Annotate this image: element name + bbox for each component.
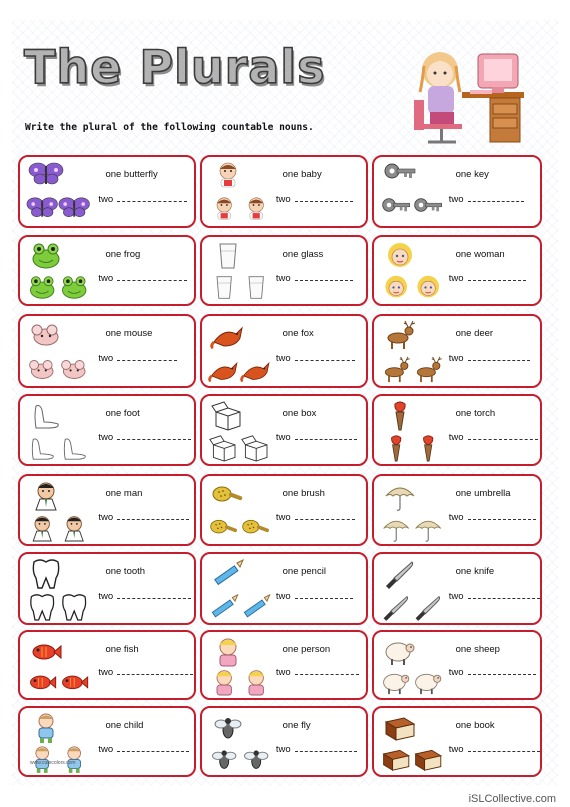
noun-card-mouse — [18, 314, 196, 388]
singular-label: one butterfly — [105, 169, 158, 180]
answer-blank[interactable] — [295, 513, 355, 520]
site-logo: iSLCollective.com — [468, 793, 556, 805]
man-icon — [28, 480, 64, 517]
deer-icon — [382, 320, 418, 357]
answer-blank[interactable] — [117, 745, 189, 752]
fish-pair-icon — [26, 668, 94, 703]
plural-answer-line[interactable] — [98, 432, 191, 443]
singular-label: one pencil — [282, 566, 326, 577]
answer-blank[interactable] — [295, 745, 357, 752]
answer-blank[interactable] — [295, 195, 353, 202]
knife-pair-icon — [380, 593, 448, 628]
two-label: two — [98, 590, 114, 602]
torch-icon — [382, 400, 418, 437]
glass-pair-icon — [208, 274, 276, 309]
two-label: two — [98, 667, 114, 678]
plural-answer-line[interactable] — [276, 744, 357, 755]
answer-blank[interactable] — [117, 274, 187, 281]
noun-card-fish — [18, 630, 196, 700]
plural-answer-line[interactable] — [449, 667, 536, 678]
answer-blank[interactable] — [295, 668, 359, 675]
plural-answer-line[interactable] — [98, 591, 191, 602]
answer-blank[interactable] — [468, 433, 538, 440]
singular-label: one person — [282, 644, 331, 655]
noun-card-butterfly — [18, 155, 196, 228]
umbrella-pair-icon — [380, 514, 448, 549]
plural-answer-line[interactable] — [449, 512, 536, 523]
two-label: two — [448, 353, 464, 364]
two-label: two — [448, 272, 464, 284]
answer-blank[interactable] — [295, 354, 355, 361]
singular-label: one fly — [282, 720, 311, 731]
singular-label: one box — [282, 408, 317, 419]
singular-label: one fox — [282, 328, 314, 339]
tooth-icon — [28, 558, 64, 595]
answer-blank[interactable] — [295, 592, 353, 599]
singular-label: one child — [105, 720, 144, 731]
two-label: two — [448, 193, 464, 205]
plural-answer-line[interactable] — [276, 432, 357, 443]
two-label: two — [275, 743, 291, 755]
two-label: two — [448, 743, 464, 755]
answer-blank[interactable] — [468, 745, 540, 752]
noun-card-pencil — [200, 552, 368, 625]
deer-pair-icon — [380, 356, 448, 391]
answer-blank[interactable] — [468, 274, 526, 281]
mouse-pair-icon — [26, 356, 94, 391]
mouse-icon — [28, 320, 64, 357]
singular-label: one glass — [282, 249, 324, 260]
noun-card-sheep — [372, 630, 542, 700]
noun-card-woman — [372, 235, 542, 306]
answer-blank[interactable] — [468, 668, 536, 675]
noun-card-tooth — [18, 552, 196, 625]
box-pair-icon — [208, 434, 276, 469]
singular-label: one umbrella — [455, 488, 511, 499]
answer-blank[interactable] — [468, 354, 530, 361]
noun-card-knife — [372, 552, 542, 625]
key-pair-icon — [380, 196, 448, 231]
box-icon — [210, 400, 246, 437]
singular-label: one book — [455, 720, 495, 731]
plural-answer-line[interactable] — [276, 194, 353, 205]
two-label: two — [98, 353, 114, 364]
two-label: two — [275, 272, 291, 284]
plural-answer-line[interactable] — [98, 744, 189, 755]
answer-blank[interactable] — [117, 433, 191, 440]
foot-pair-icon — [26, 434, 94, 469]
noun-card-key — [372, 155, 542, 228]
two-label: two — [275, 432, 291, 443]
man-pair-icon — [26, 514, 94, 549]
plural-answer-line[interactable] — [276, 512, 355, 523]
singular-label: one woman — [455, 249, 505, 260]
two-label: two — [448, 432, 464, 443]
two-label: two — [98, 512, 114, 523]
plural-answer-line[interactable] — [98, 194, 187, 205]
fox-pair-icon — [208, 356, 276, 391]
answer-blank[interactable] — [295, 274, 353, 281]
singular-label: one foot — [105, 408, 140, 419]
pencil-pair-icon — [208, 593, 276, 628]
two-label: two — [98, 272, 114, 284]
butterfly-pair-icon — [26, 196, 94, 231]
frog-icon — [28, 241, 64, 278]
plural-answer-line[interactable] — [276, 353, 355, 364]
plural-answer-line[interactable] — [98, 667, 193, 678]
fly-icon — [210, 712, 246, 749]
plural-answer-line[interactable] — [449, 194, 524, 205]
fox-icon — [210, 320, 246, 357]
plural-answer-line[interactable] — [98, 353, 177, 364]
singular-label: one tooth — [105, 566, 146, 577]
fly-pair-icon — [208, 745, 276, 780]
plural-answer-line[interactable] — [276, 591, 353, 602]
noun-card-foot — [18, 394, 196, 466]
singular-label: one fish — [105, 644, 139, 655]
butterfly-icon — [28, 161, 64, 198]
answer-blank[interactable] — [117, 354, 177, 361]
answer-blank[interactable] — [117, 195, 187, 202]
noun-card-umbrella — [372, 474, 542, 546]
noun-card-frog — [18, 235, 196, 306]
woman-pair-icon — [380, 274, 448, 309]
two-label: two — [275, 193, 291, 205]
singular-label: one sheep — [455, 644, 500, 655]
two-label: two — [275, 353, 291, 364]
noun-card-fly — [200, 706, 368, 777]
page-title: The Plurals — [24, 40, 326, 94]
two-label: two — [98, 193, 114, 205]
noun-card-deer — [372, 314, 542, 388]
book-icon — [382, 712, 418, 749]
singular-label: one man — [105, 488, 143, 499]
pencil-icon — [210, 558, 246, 595]
noun-card-person — [200, 630, 368, 700]
glass-icon — [210, 241, 246, 278]
two-label: two — [275, 667, 291, 678]
noun-card-book — [372, 706, 542, 777]
two-label: two — [448, 590, 464, 602]
noun-card-brush — [200, 474, 368, 546]
answer-blank[interactable] — [468, 592, 540, 599]
singular-label: one torch — [455, 408, 496, 419]
umbrella-icon — [382, 480, 418, 517]
torch-pair-icon — [380, 434, 448, 469]
illustration-credit: www.cutecolors.com — [30, 760, 76, 766]
frog-pair-icon — [26, 274, 94, 309]
foot-icon — [28, 400, 64, 437]
answer-blank[interactable] — [117, 513, 189, 520]
two-label: two — [275, 512, 291, 523]
noun-card-child — [18, 706, 196, 777]
plural-answer-line[interactable] — [449, 432, 538, 443]
singular-label: one mouse — [105, 328, 153, 339]
singular-label: one baby — [282, 169, 322, 180]
answer-blank[interactable] — [468, 195, 524, 202]
child-icon — [28, 712, 64, 749]
noun-card-glass — [200, 235, 368, 306]
answer-blank[interactable] — [295, 433, 357, 440]
plural-answer-line[interactable] — [98, 512, 189, 523]
two-label: two — [98, 432, 114, 443]
two-label: two — [448, 512, 464, 523]
singular-label: one key — [455, 169, 489, 180]
noun-card-man — [18, 474, 196, 546]
brush-pair-icon — [208, 514, 276, 549]
singular-label: one brush — [282, 488, 325, 499]
noun-card-baby — [200, 155, 368, 228]
instruction-text: Write the plural of the following countable nouns. — [25, 122, 314, 133]
noun-card-torch — [372, 394, 542, 466]
answer-blank[interactable] — [117, 592, 191, 599]
baby-icon — [210, 161, 246, 198]
noun-card-fox — [200, 314, 368, 388]
plural-answer-line[interactable] — [276, 273, 353, 284]
singular-label: one knife — [455, 566, 495, 577]
two-label: two — [275, 590, 291, 602]
tooth-pair-icon — [26, 593, 94, 628]
plural-answer-line[interactable] — [449, 273, 526, 284]
plural-answer-line[interactable] — [276, 667, 359, 678]
baby-pair-icon — [208, 196, 276, 231]
answer-blank[interactable] — [117, 668, 193, 675]
answer-blank[interactable] — [468, 513, 536, 520]
singular-label: one deer — [455, 328, 494, 339]
plural-answer-line[interactable] — [98, 273, 187, 284]
noun-card-box — [200, 394, 368, 466]
plural-answer-line[interactable] — [449, 591, 540, 602]
woman-icon — [382, 241, 418, 278]
key-icon — [382, 161, 418, 198]
singular-label: one frog — [105, 249, 141, 260]
sheep-pair-icon — [380, 668, 448, 703]
person-pair-icon — [208, 668, 276, 703]
two-label: two — [98, 743, 114, 755]
plural-answer-line[interactable] — [449, 744, 540, 755]
two-label: two — [448, 667, 464, 678]
plural-answer-line[interactable] — [449, 353, 530, 364]
book-pair-icon — [380, 745, 448, 780]
brush-icon — [210, 480, 246, 517]
knife-icon — [382, 558, 418, 595]
